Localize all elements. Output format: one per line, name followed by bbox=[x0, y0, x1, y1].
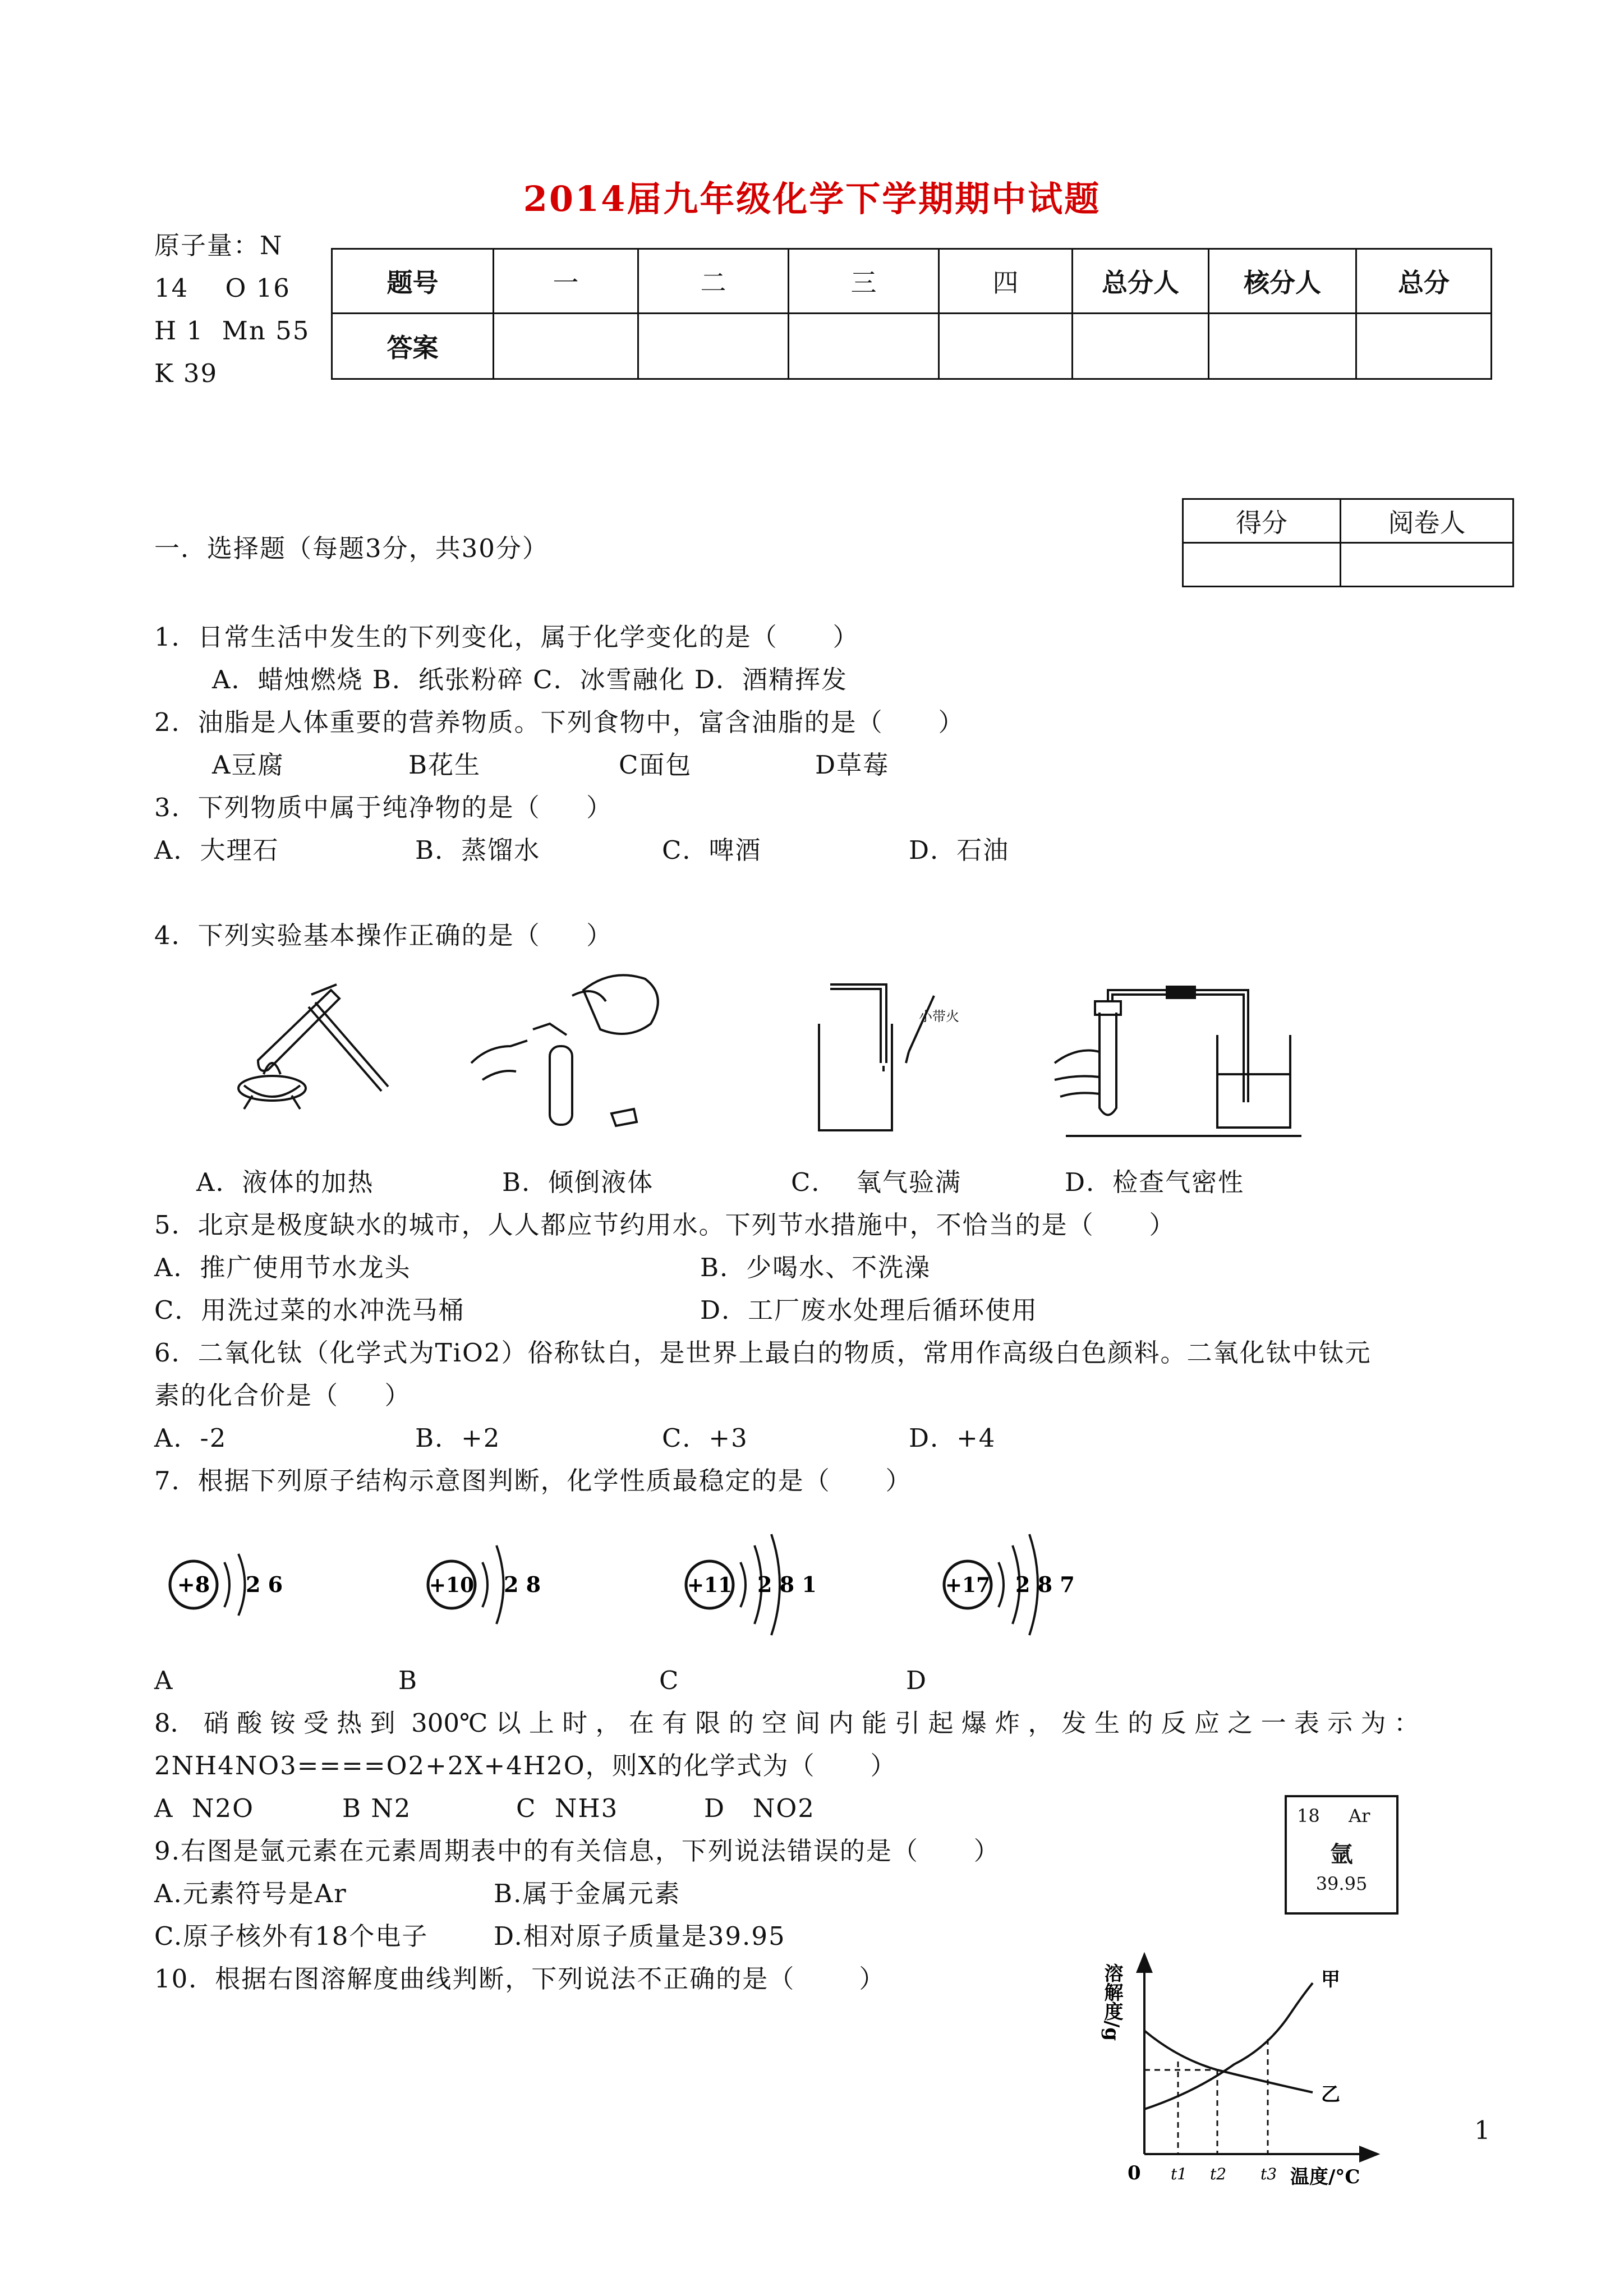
option-c: C．啤酒 bbox=[662, 835, 762, 865]
option-b: B．少喝水、不洗澡 bbox=[700, 1253, 931, 1282]
question-4: 4．下列实验基本操作正确的是（ ） bbox=[154, 921, 613, 950]
reviewer-cell[interactable] bbox=[1341, 543, 1513, 587]
option-a: A．大理石 bbox=[154, 835, 279, 865]
option-b: B.属于金属元素 bbox=[494, 1879, 681, 1908]
option-d: D．工厂废水处理后循环使用 bbox=[700, 1295, 1038, 1325]
question-6-line-2: 素的化合价是（ ） bbox=[154, 1381, 411, 1410]
atom-d bbox=[944, 1534, 1075, 1635]
question-1-options: A．蜡烛燃烧 B．纸张粉碎 C．冰雪融化 D．酒精挥发 bbox=[212, 665, 848, 694]
option-d: D．检查气密性 bbox=[1065, 1167, 1245, 1197]
nucleus-label: +8 bbox=[177, 1572, 210, 1597]
option-a: A N2O bbox=[154, 1793, 255, 1823]
score-label: 得分 bbox=[1183, 499, 1341, 543]
question-6-line-1: 6．二氧化钛（化学式为TiO2）俗称钛白，是世界上最白的物质，常用作高级白色颜料。二氧化钛中钛元 bbox=[154, 1338, 1372, 1368]
question-3: 3．下列物质中属于纯净物的是（ ） bbox=[154, 793, 613, 822]
page-number: 1 bbox=[1474, 2115, 1492, 2145]
option-b: B bbox=[398, 1665, 418, 1695]
answer-cell[interactable] bbox=[939, 314, 1073, 379]
option-d: D NO2 bbox=[704, 1793, 815, 1823]
option-a: A bbox=[154, 1665, 174, 1695]
atom-b bbox=[428, 1545, 541, 1624]
nucleus-label: +17 bbox=[945, 1573, 991, 1597]
reviewer-label: 阅卷人 bbox=[1341, 499, 1513, 543]
tick-label: t2 bbox=[1210, 2165, 1227, 2183]
tick-label: t3 bbox=[1260, 2165, 1277, 2183]
element-card bbox=[1285, 1795, 1398, 1915]
option-c: C．用洗过菜的水冲洗马桶 bbox=[154, 1295, 465, 1325]
element-name: 氩 bbox=[1330, 1841, 1353, 1867]
answer-cell[interactable] bbox=[1073, 314, 1209, 379]
answer-cell[interactable] bbox=[1209, 314, 1356, 379]
atomic-number: 18 bbox=[1297, 1805, 1320, 1826]
curve-yi bbox=[1144, 2031, 1313, 2092]
atomic-mass-line-2: 14 O 16 bbox=[154, 273, 291, 303]
atomic-mass-line-3: H 1 Mn 55 bbox=[154, 316, 310, 346]
option-a: A．-2 bbox=[154, 1423, 227, 1453]
option-c: C． 氧气验满 bbox=[791, 1167, 962, 1197]
page-title: 2014届九年级化学下学期期中试题 bbox=[523, 178, 1101, 219]
oxygen-test-figure bbox=[797, 973, 999, 1136]
x-axis-label: 温度/°C bbox=[1290, 2166, 1360, 2188]
airtightness-check-figure bbox=[1055, 979, 1313, 1142]
shell-label: 2 6 bbox=[246, 1572, 283, 1597]
svg-text:小带火: 小带火 bbox=[919, 1009, 959, 1024]
score-table-header: 三 bbox=[789, 249, 939, 314]
answer-cell[interactable] bbox=[638, 314, 789, 379]
curve-a-label: 甲 bbox=[1321, 1968, 1340, 1991]
score-table-header: 四 bbox=[939, 249, 1073, 314]
score-table-header: 二 bbox=[638, 249, 789, 314]
score-table-header: 总分人 bbox=[1073, 249, 1209, 314]
option-a: A．推广使用节水龙头 bbox=[154, 1253, 411, 1282]
option-d: D．石油 bbox=[909, 835, 1010, 865]
option-a: A．液体的加热 bbox=[196, 1167, 374, 1197]
origin-label: 0 bbox=[1128, 2162, 1141, 2184]
shell-label: 2 8 1 bbox=[757, 1572, 817, 1597]
shell-label: 2 8 7 bbox=[1015, 1572, 1075, 1597]
option-c: C．+3 bbox=[662, 1423, 748, 1453]
question-7: 7．根据下列原子结构示意图判断，化学性质最稳定的是（ ） bbox=[154, 1466, 912, 1496]
y-axis-label: 溶解度/g bbox=[1101, 1963, 1123, 2041]
answer-label: 答案 bbox=[332, 314, 494, 379]
score-table bbox=[331, 248, 1492, 380]
tick-label: t1 bbox=[1171, 2165, 1188, 2183]
option-b: B N2 bbox=[342, 1793, 412, 1823]
option-b: B．倾倒液体 bbox=[502, 1167, 654, 1197]
option-d: D.相对原子质量是39.95 bbox=[494, 1921, 786, 1951]
pouring-liquid-figure bbox=[466, 962, 701, 1130]
atom-c bbox=[686, 1534, 817, 1635]
answer-cell[interactable] bbox=[789, 314, 939, 379]
solubility-chart bbox=[1101, 1947, 1397, 2188]
score-table-header: 总分 bbox=[1356, 249, 1492, 314]
shell-label: 2 8 bbox=[504, 1572, 541, 1597]
element-symbol: Ar bbox=[1349, 1805, 1370, 1826]
atomic-mass-line-1: 原子量：N bbox=[154, 231, 283, 260]
question-1: 1．日常生活中发生的下列变化，属于化学变化的是（ ） bbox=[154, 622, 859, 652]
option-c: C.原子核外有18个电子 bbox=[154, 1921, 429, 1951]
option-a: A.元素符号是Ar bbox=[154, 1879, 347, 1908]
question-10: 10．根据右图溶解度曲线判断，下列说法不正确的是（ ） bbox=[154, 1964, 886, 1994]
nucleus-label: +10 bbox=[429, 1573, 475, 1597]
score-cell[interactable] bbox=[1183, 543, 1341, 587]
question-9: 9.右图是氩元素在元素周期表中的有关信息，下列说法错误的是（ ） bbox=[154, 1836, 1000, 1866]
section-heading: 一．选择题（每题3分，共30分） bbox=[154, 533, 549, 563]
answer-cell[interactable] bbox=[1356, 314, 1492, 379]
question-5: 5．北京是极度缺水的城市，人人都应节约用水。下列节水措施中，不恰当的是（ ） bbox=[154, 1210, 1176, 1240]
option-c: C面包 bbox=[619, 750, 692, 780]
curve-jia bbox=[1144, 1983, 1313, 2109]
grader-table bbox=[1182, 498, 1514, 587]
option-a: A豆腐 bbox=[212, 750, 284, 780]
atomic-mass-line-4: K 39 bbox=[154, 358, 218, 388]
atom-diagrams bbox=[163, 1529, 1397, 1635]
option-b: B．蒸馏水 bbox=[415, 835, 541, 865]
answer-cell[interactable] bbox=[494, 314, 638, 379]
score-table-header: 核分人 bbox=[1209, 249, 1356, 314]
score-table-header: 题号 bbox=[332, 249, 494, 314]
option-b: B．+2 bbox=[415, 1423, 501, 1453]
option-d: D．+4 bbox=[909, 1423, 996, 1453]
question-8-line-2: 2NH4NO3====O2+2X+4H2O，则X的化学式为（ ） bbox=[154, 1751, 897, 1780]
option-c: C NH3 bbox=[516, 1793, 619, 1823]
score-table-header: 一 bbox=[494, 249, 638, 314]
question-8-line-1: 8． 硝 酸 铵 受 热 到 300℃ 以 上 时 ， 在 有 限 的 空 间 内 能 引 起 爆 炸 ， 发 生 的 反 应 之 一 表 示 为 ： bbox=[154, 1708, 1419, 1738]
nucleus-label: +11 bbox=[687, 1573, 733, 1597]
option-c: C bbox=[659, 1665, 680, 1695]
atomic-mass: 39.95 bbox=[1315, 1873, 1368, 1894]
option-b: B花生 bbox=[408, 750, 481, 780]
option-d: D草莓 bbox=[815, 750, 890, 780]
curve-b-label: 乙 bbox=[1321, 2083, 1340, 2106]
option-d: D bbox=[906, 1665, 928, 1695]
atom-a bbox=[170, 1554, 283, 1616]
question-2: 2．油脂是人体重要的营养物质。下列食物中，富含油脂的是（ ） bbox=[154, 707, 965, 737]
liquid-heating-figure bbox=[219, 968, 404, 1114]
